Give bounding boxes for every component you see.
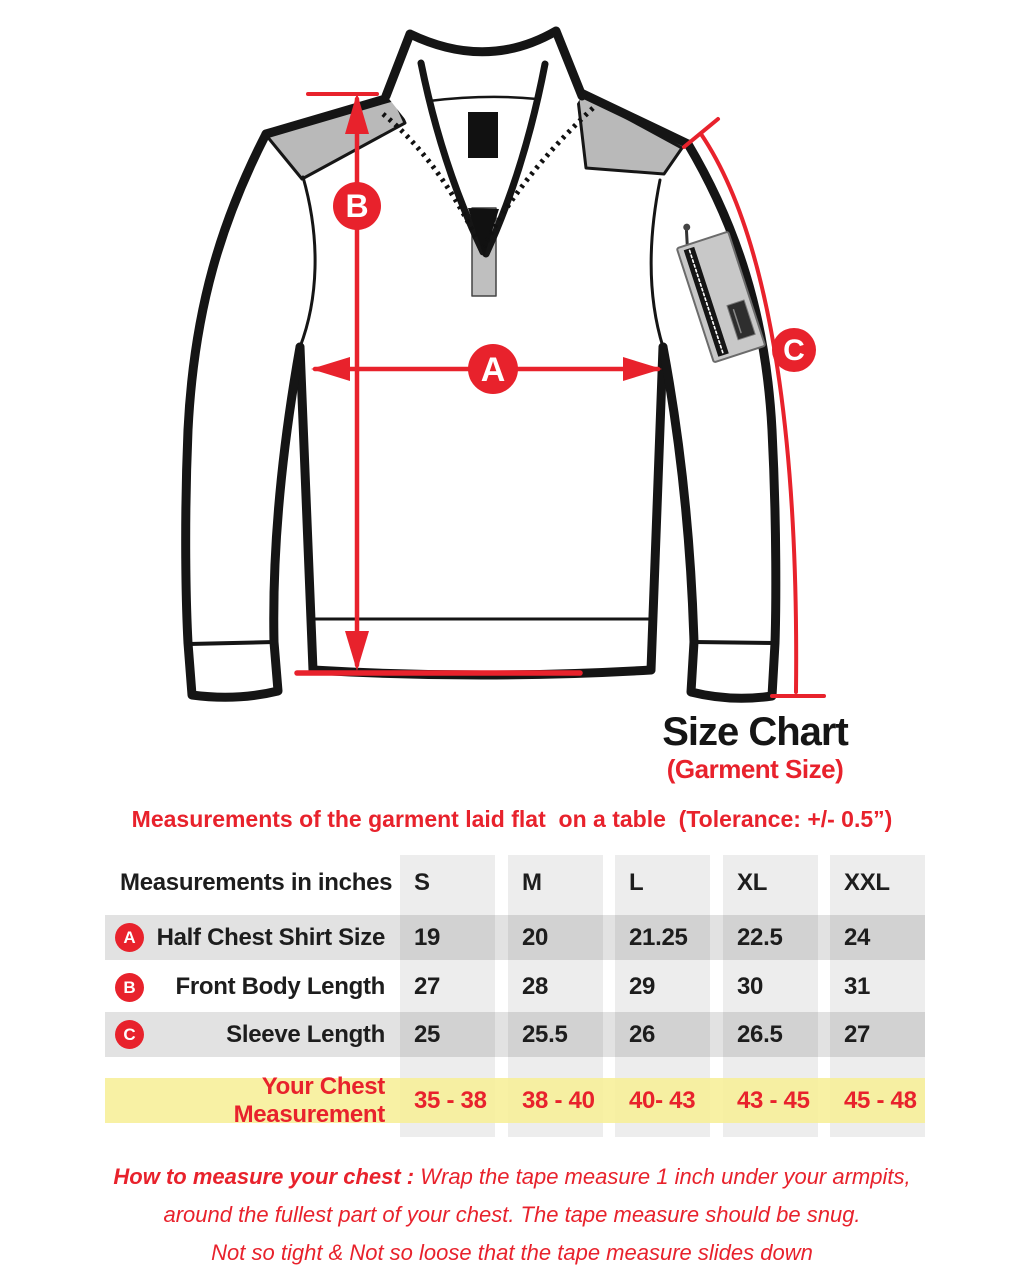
chest-row-label: Your Chest Measurement xyxy=(233,1072,385,1128)
left-shoulder-panel xyxy=(266,96,405,179)
cell-value: 31 xyxy=(844,972,871,1000)
left-sleeve xyxy=(186,134,300,697)
size-col-header-l: L xyxy=(629,869,644,896)
measurement-annotations xyxy=(297,93,824,696)
table-header-label: Measurements in inches xyxy=(120,869,393,896)
tolerance-note: Measurements of the garment laid flat on a table (Tolerance: +/- 0.5”) xyxy=(131,806,893,832)
row-marker-badge-a: A xyxy=(115,923,144,952)
marker-c-letter: C xyxy=(783,334,805,367)
size-col-header-m: M xyxy=(522,869,542,896)
row-label: Half Chest Shirt Size xyxy=(156,923,385,951)
right-armhole-seam xyxy=(651,180,663,347)
body-right-side-seam xyxy=(651,347,663,670)
cell-value: 26 xyxy=(629,1020,656,1048)
cell-value: 43 - 45 xyxy=(737,1086,810,1114)
row-marker-badge-b: B xyxy=(115,973,144,1002)
cell-value: 28 xyxy=(522,972,549,1000)
cell-value: 20 xyxy=(522,923,549,951)
size-col-header-xl: XL xyxy=(737,869,768,896)
cell-value: 30 xyxy=(737,972,764,1000)
title-block xyxy=(565,712,945,785)
instructions-line-1: How to measure your chest : Wrap the tape measure 1 inch under your armpits, xyxy=(113,1164,911,1189)
table-row-half-chest xyxy=(105,915,925,960)
row-marker-badge-c: C xyxy=(115,1020,144,1049)
pocket-zipper-pull xyxy=(683,229,691,245)
cell-value: 22.5 xyxy=(737,923,783,951)
cell-value: 26.5 xyxy=(737,1020,783,1048)
left-cuff-line xyxy=(189,642,274,644)
c-sleeve-curve xyxy=(701,134,796,692)
cell-value: 45 - 48 xyxy=(844,1086,917,1114)
page-subtitle: (Garment Size) xyxy=(666,754,844,784)
cell-value: 38 - 40 xyxy=(522,1086,595,1114)
table-row-chest-measurement xyxy=(105,1072,925,1128)
cell-value: 35 - 38 xyxy=(414,1086,487,1114)
neck-label xyxy=(468,112,498,158)
b-arrowhead-down xyxy=(345,631,369,671)
row-label: Sleeve Length xyxy=(226,1020,385,1048)
cell-value: 21.25 xyxy=(629,923,688,951)
right-cuff-line xyxy=(694,642,775,643)
instructions-line-2: around the fullest part of your chest. The tape measure should be snug. xyxy=(163,1202,861,1227)
table-row-sleeve-length xyxy=(105,1012,925,1057)
marker-a-letter: A xyxy=(480,351,506,389)
table-row-front-body xyxy=(105,965,925,1008)
cell-value: 29 xyxy=(629,972,656,1000)
cell-value: 40- 43 xyxy=(629,1086,696,1114)
a-arrowhead-right xyxy=(623,357,662,381)
size-table xyxy=(105,855,925,1137)
a-arrowhead-left xyxy=(311,357,350,381)
right-sleeve xyxy=(663,144,776,698)
cell-value: 27 xyxy=(844,1020,871,1048)
size-col-header-xxl: XXL xyxy=(844,869,890,896)
left-armhole-seam xyxy=(300,177,315,347)
cell-value: 25.5 xyxy=(522,1020,568,1048)
marker-b-letter: B xyxy=(345,188,369,224)
size-col-header-s: S xyxy=(414,869,430,896)
cell-value: 19 xyxy=(414,923,441,951)
instructions-lead: How to measure your chest : xyxy=(113,1164,415,1189)
row-label: Front Body Length xyxy=(175,972,385,1000)
body-left-side-seam xyxy=(300,347,313,670)
measuring-instructions xyxy=(0,1158,1024,1272)
cell-value: 27 xyxy=(414,972,441,1000)
table-header-row xyxy=(105,855,925,911)
page-title: Size Chart xyxy=(662,710,848,754)
instructions-line-3: Not so tight & Not so loose that the tape measure slides down xyxy=(211,1240,813,1265)
cell-value: 24 xyxy=(844,923,871,951)
cell-value: 25 xyxy=(414,1020,441,1048)
